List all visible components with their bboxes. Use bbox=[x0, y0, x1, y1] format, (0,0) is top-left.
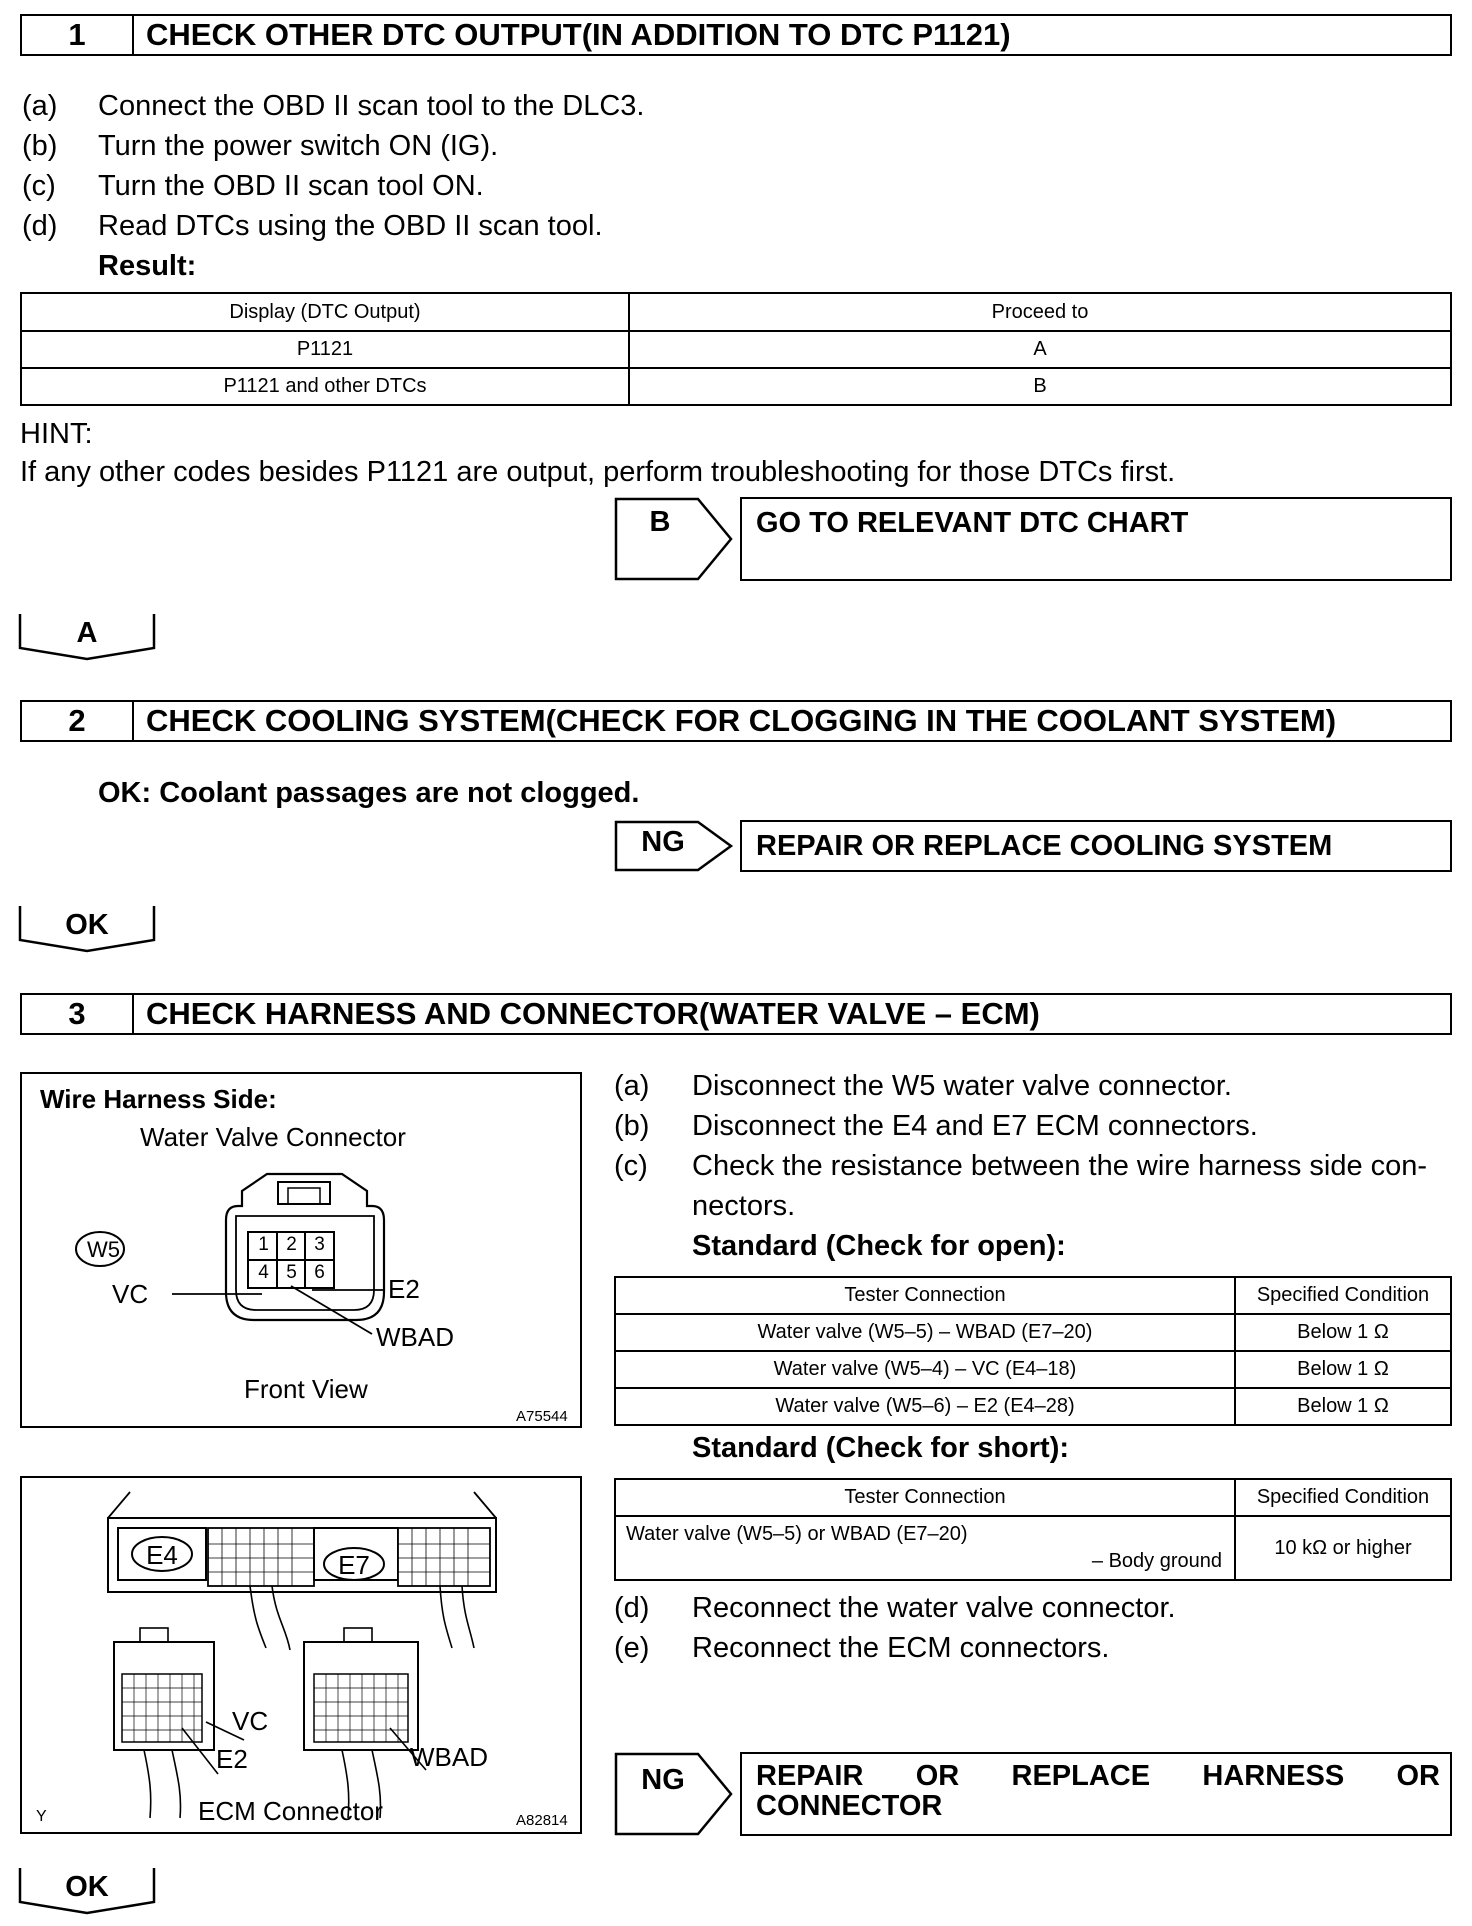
step-3-text-d: Reconnect the water valve connector. bbox=[692, 1592, 1176, 1624]
figure-code: A75544 bbox=[516, 1408, 568, 1425]
step-3-text-a: Disconnect the W5 water valve connector. bbox=[692, 1070, 1232, 1102]
open-check-table bbox=[614, 1276, 1452, 1426]
step-3-ng-line2: CONNECTOR bbox=[756, 1790, 943, 1822]
step-3-letter-a: (a) bbox=[614, 1070, 650, 1102]
table-cell: B bbox=[629, 368, 1451, 405]
step-1-letter-a: (a) bbox=[22, 90, 58, 122]
step-2-number: 2 bbox=[22, 702, 134, 740]
table-cell: A bbox=[629, 331, 1451, 368]
short-row-line2: – Body ground bbox=[1091, 1550, 1222, 1572]
step-3-ok-code: OK bbox=[65, 1871, 109, 1903]
step-2-ok-criteria: OK: Coolant passages are not clogged. bbox=[98, 777, 640, 809]
step-2-header bbox=[20, 700, 1452, 742]
table-header: Display (DTC Output) bbox=[21, 293, 629, 331]
step-2-ok-code: OK bbox=[65, 909, 109, 941]
step-2-ng-result bbox=[740, 820, 1452, 872]
short-row-line1: Water valve (W5–5) or WBAD (E7–20) bbox=[626, 1523, 968, 1545]
ecm-connector-drawing bbox=[22, 1478, 580, 1832]
step-1-text-a: Connect the OBD II scan tool to the DLC3. bbox=[98, 90, 645, 122]
result-label: Result: bbox=[98, 250, 197, 282]
water-valve-connector-figure bbox=[20, 1072, 582, 1428]
table-cell: 10 kΩ or higher bbox=[1235, 1516, 1451, 1580]
step-1-letter-d: (d) bbox=[22, 210, 58, 242]
branch-b-action: GO TO RELEVANT DTC CHART bbox=[756, 507, 1189, 539]
figure-corner-mark: Y bbox=[36, 1808, 47, 1825]
table-header: Specified Condition bbox=[1235, 1277, 1451, 1314]
wbad-label: WBAD bbox=[376, 1322, 454, 1352]
dtc-result-table bbox=[20, 292, 1452, 406]
pin-label: 5 bbox=[286, 1262, 297, 1283]
step-3-text-c: Check the resistance between the wire harness side con- bbox=[692, 1150, 1428, 1182]
std-short-label: Standard (Check for short): bbox=[692, 1432, 1070, 1464]
table-cell: Below 1 Ω bbox=[1235, 1388, 1451, 1425]
figure-heading: Wire Harness Side: bbox=[40, 1084, 277, 1114]
ecm-vc-label: VC bbox=[232, 1706, 269, 1736]
table-cell: P1121 and other DTCs bbox=[21, 368, 629, 405]
table-cell bbox=[615, 1516, 1235, 1580]
ecm-e2-label: E2 bbox=[216, 1744, 248, 1774]
step-2-ng-code: NG bbox=[641, 826, 685, 858]
branch-b-code: B bbox=[649, 506, 671, 538]
table-header: Specified Condition bbox=[1235, 1479, 1451, 1516]
step-3-letter-c: (c) bbox=[614, 1150, 648, 1182]
step-3-letter-e: (e) bbox=[614, 1632, 650, 1664]
table-row bbox=[615, 1314, 1451, 1351]
step-2-title: CHECK COOLING SYSTEM(CHECK FOR CLOGGING IN THE COOLANT SYSTEM) bbox=[146, 703, 1337, 738]
ecm-connector-figure bbox=[20, 1476, 582, 1834]
table-header: Tester Connection bbox=[615, 1479, 1235, 1516]
pin-label: 6 bbox=[314, 1262, 325, 1283]
step-1-letter-b: (b) bbox=[22, 130, 58, 162]
step-3-text-e: Reconnect the ECM connectors. bbox=[692, 1632, 1110, 1664]
pin-label: 3 bbox=[314, 1234, 325, 1255]
table-row bbox=[615, 1388, 1451, 1425]
front-view-caption: Front View bbox=[244, 1374, 368, 1404]
step-3-ng-code: NG bbox=[641, 1764, 685, 1796]
connector-id-e4: E4 bbox=[146, 1540, 178, 1570]
std-open-label: Standard (Check for open): bbox=[692, 1230, 1066, 1262]
table-header-row bbox=[21, 293, 1451, 331]
figure-subtitle: Water Valve Connector bbox=[140, 1122, 406, 1152]
table-cell: Water valve (W5–4) – VC (E4–18) bbox=[615, 1351, 1235, 1388]
ecm-wbad-label: WBAD bbox=[410, 1742, 488, 1772]
pin-label: 4 bbox=[258, 1262, 269, 1283]
step-3-text-c-cont: nectors. bbox=[692, 1190, 796, 1222]
ng-word: OR bbox=[1396, 1760, 1440, 1792]
step-3-text-b: Disconnect the E4 and E7 ECM connectors. bbox=[692, 1110, 1258, 1142]
table-row bbox=[21, 368, 1451, 405]
connector-id-e7: E7 bbox=[338, 1550, 370, 1580]
step-3-letter-b: (b) bbox=[614, 1110, 650, 1142]
step-1-header bbox=[20, 14, 1452, 56]
branch-b-result bbox=[740, 497, 1452, 581]
pin-label: 1 bbox=[258, 1234, 269, 1255]
ng-word: REPAIR bbox=[756, 1760, 864, 1792]
hint-label: HINT: bbox=[20, 418, 93, 450]
step-2-ng-action: REPAIR OR REPLACE COOLING SYSTEM bbox=[756, 830, 1333, 862]
table-cell: P1121 bbox=[21, 331, 629, 368]
step-1-text-c: Turn the OBD II scan tool ON. bbox=[98, 170, 484, 202]
hint-text: If any other codes besides P1121 are output, perform troubleshooting for those DTCs first. bbox=[20, 456, 1176, 488]
step-1-number: 1 bbox=[22, 16, 134, 54]
step-3-header bbox=[20, 993, 1452, 1035]
short-check-table bbox=[614, 1478, 1452, 1581]
step-3-letter-d: (d) bbox=[614, 1592, 650, 1624]
table-header-row bbox=[615, 1479, 1451, 1516]
step-3-ng-result bbox=[740, 1752, 1452, 1836]
step-3-number: 3 bbox=[22, 995, 134, 1033]
ecm-connector-caption: ECM Connector bbox=[198, 1796, 383, 1826]
table-cell: Below 1 Ω bbox=[1235, 1314, 1451, 1351]
connector-id-w5: W5 bbox=[87, 1237, 120, 1262]
step-3-ng-line1 bbox=[756, 1760, 1440, 1793]
ng-word: REPLACE bbox=[1011, 1760, 1151, 1792]
branch-a-code: A bbox=[76, 617, 98, 649]
table-header: Tester Connection bbox=[615, 1277, 1235, 1314]
table-cell: Below 1 Ω bbox=[1235, 1351, 1451, 1388]
table-cell: Water valve (W5–6) – E2 (E4–28) bbox=[615, 1388, 1235, 1425]
table-cell: Water valve (W5–5) – WBAD (E7–20) bbox=[615, 1314, 1235, 1351]
table-row bbox=[21, 331, 1451, 368]
figure-code: A82814 bbox=[516, 1812, 568, 1829]
step-1-text-d: Read DTCs using the OBD II scan tool. bbox=[98, 210, 603, 242]
e2-label: E2 bbox=[388, 1274, 420, 1304]
pin-label: 2 bbox=[286, 1234, 297, 1255]
vc-label: VC bbox=[112, 1279, 149, 1309]
step-1-title: CHECK OTHER DTC OUTPUT(IN ADDITION TO DTC P1121) bbox=[146, 17, 1011, 52]
table-row bbox=[615, 1516, 1451, 1580]
ng-word: HARNESS bbox=[1202, 1760, 1345, 1792]
table-header: Proceed to bbox=[629, 293, 1451, 331]
ng-word: OR bbox=[915, 1760, 960, 1792]
step-1-letter-c: (c) bbox=[22, 170, 56, 202]
table-header-row bbox=[615, 1277, 1451, 1314]
step-1-text-b: Turn the power switch ON (IG). bbox=[98, 130, 499, 162]
table-row bbox=[615, 1351, 1451, 1388]
step-3-title: CHECK HARNESS AND CONNECTOR(WATER VALVE – ECM) bbox=[146, 996, 1040, 1031]
